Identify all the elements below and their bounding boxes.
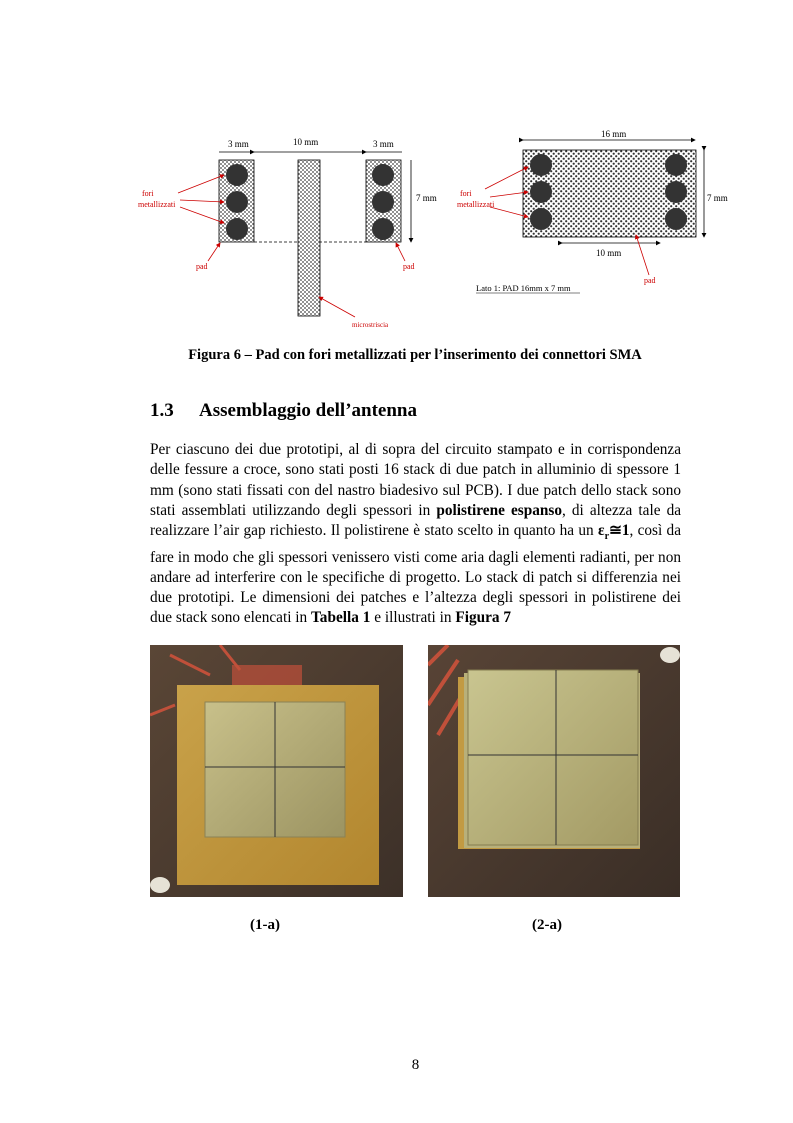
dim-top-label: 16 mm	[601, 129, 627, 139]
photo-1a-image	[150, 645, 403, 897]
page-number: 8	[411, 1057, 420, 1073]
right-pad-label: pad	[644, 276, 656, 285]
pad-right-label: pad	[403, 262, 415, 271]
section-title: Assemblaggio dell’antenna	[199, 400, 417, 421]
para-bold-polistirene: polistirene espanso	[436, 501, 562, 519]
photo-label-1a: (1-a)	[250, 917, 280, 933]
photo-prototype-1a	[150, 645, 403, 897]
dim-height-label: 7 mm	[416, 193, 437, 203]
epsilon-subscript: r	[604, 531, 610, 543]
photo-2a-image	[428, 645, 680, 897]
photo-label-2a: (2-a)	[532, 917, 562, 933]
para-bold-tabella: Tabella 1	[311, 609, 371, 627]
figure-caption: Figura 6 – Pad con fori metallizzati per l’inserimento dei connettori SMA	[188, 347, 642, 363]
section-heading	[150, 400, 417, 422]
epsilon-symbol: ε	[598, 522, 605, 540]
holes-label-line2: metallizzati	[138, 200, 176, 209]
left-diagram	[138, 137, 437, 329]
figure-6-diagram	[130, 125, 730, 340]
pad-left-label: pad	[196, 262, 208, 271]
para-bold-epsilon	[598, 522, 630, 543]
dim-left-label: 3 mm	[228, 139, 249, 149]
epsilon-value: ≅1	[609, 522, 630, 540]
right-diagram	[457, 129, 728, 293]
right-holes-label-line1: fori	[460, 189, 472, 198]
holes-label-line1: fori	[142, 189, 154, 198]
dim-right-height-label: 7 mm	[707, 193, 728, 203]
para-text-2: , di altezza tale da realizzare l’air gap richiesto. Il polistirene è stato scelto in quanto ha un	[150, 501, 682, 540]
para-text-4: e illustrati in	[374, 609, 452, 627]
para-bold-figura: Figura 7	[455, 609, 512, 627]
body-paragraph	[150, 440, 681, 629]
para-text-1: Per ciascuno dei due prototipi, al di sopra del circuito stampato e in corrispondenza delle fessure a croce, sono stati posti 16 stack di due patch in alluminio di spessore 1 mm (sono stati fissati con del nastro biadesivo sul PCB). I due patch dello stack sono stati assemblati utilizzando degli spessori in	[150, 441, 681, 519]
dim-center-label: 10 mm	[293, 137, 319, 147]
dim-bottom-label: 10 mm	[596, 248, 622, 258]
dim-right-label: 3 mm	[373, 139, 394, 149]
section-number: 1.3	[150, 400, 174, 421]
right-diagram-sublabel: Lato 1: PAD 16mm x 7 mm	[476, 283, 571, 293]
para-text-3: , così da fare in modo che gli spessori venissero visti come aria dagli elementi radianti, per non andare ad interferire con le specifiche di progetto. Lo stack di patch si differenzia nei due prototipi. Le dimensioni dei patches e l’altezza degli spessori in polistirene dei due stack sono elencati in	[150, 522, 681, 627]
microstrip-label: microstriscia	[352, 321, 389, 329]
photo-prototype-2a	[428, 645, 680, 897]
right-holes-label-line2: metallizzati	[457, 200, 495, 209]
